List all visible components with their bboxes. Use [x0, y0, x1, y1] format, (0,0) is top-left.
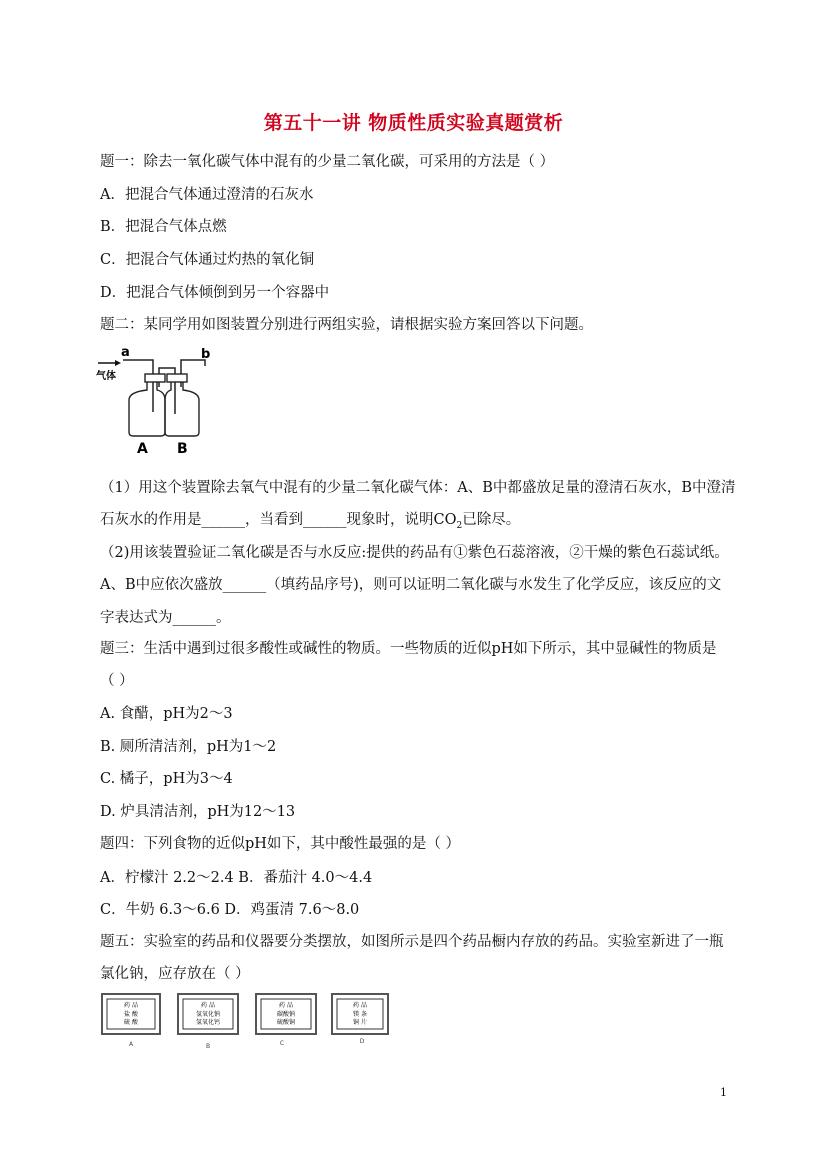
svg-text:碳酸钠: 碳酸钠 [276, 1011, 296, 1018]
bottle-label-b: B [177, 441, 188, 457]
q2-part2-line3: 字表达式为______。 [100, 610, 231, 626]
cabinet-d [332, 994, 388, 1045]
svg-text:药 品: 药 品 [201, 1002, 215, 1009]
svg-text:C: C [279, 1040, 285, 1047]
svg-text:硫 酸: 硫 酸 [124, 1019, 138, 1026]
label-a: a [121, 345, 130, 360]
q2-part1-line1: （1）用这个装置除去氧气中混有的少量二氧化碳气体：A、B中都盛放足量的澄清石灰水，B中澄清 [100, 480, 736, 496]
cabinet-a [102, 994, 160, 1048]
q1-option-c: C．把混合气体通过灼热的氧化铜 [100, 252, 315, 268]
svg-text:氢氧化钙: 氢氧化钙 [195, 1019, 221, 1026]
q3-option-d: D. 炉具清洁剂，pH为12～13 [100, 804, 296, 820]
tube-a [123, 360, 153, 412]
q3-option-c: C. 橘子，pH为3～4 [100, 771, 233, 787]
q3-option-a: A. 食醋，pH为2～3 [100, 706, 233, 722]
gas-washing-bottles-figure [95, 342, 220, 457]
stopper-b [167, 374, 187, 382]
svg-text:铜 片: 铜 片 [353, 1019, 367, 1026]
bottle-b [165, 382, 199, 436]
svg-text:药 品: 药 品 [279, 1002, 293, 1009]
svg-text:硫酸铜: 硫酸铜 [276, 1019, 296, 1026]
chemical-cabinets-figure [100, 992, 400, 1052]
svg-text:D: D [359, 1038, 365, 1045]
page-title: 第五十一讲 物质性质实验真题赏析 [263, 112, 564, 134]
q1-option-d: D．把混合气体倾倒到另一个容器中 [100, 285, 330, 301]
svg-text:B: B [205, 1043, 211, 1050]
label-b: b [201, 347, 211, 362]
q1-stem: 题一：除去一氧化碳气体中混有的少量二氧化碳，可采用的方法是（ ） [100, 154, 555, 170]
q1-option-a: A．把混合气体通过澄清的石灰水 [100, 187, 314, 203]
inlet-arrowhead [115, 360, 121, 366]
q3-stem-line2: （ ） [100, 673, 134, 689]
q2-part2-line1: （2)用该装置验证二氧化碳是否与水反应:提供的药品有①紫色石蕊溶液，②干燥的紫色石蕊试纸。 [100, 545, 729, 561]
q4-stem: 题四：下列食物的近似pH如下，其中酸性最强的是（ ） [100, 836, 461, 852]
q4-options-row1: A．柠檬汁 2.2～2.4 B．番茄汁 4.0～4.4 [100, 870, 373, 886]
q2-part2-line2: A、B中应依次盛放______（填药品序号)，则可以证明二氧化碳与水发生了化学反应，该反应的文 [100, 577, 722, 593]
bottle-label-a: A [137, 441, 148, 457]
page-number: 1 [720, 1086, 727, 1099]
svg-text:氢氧化钠: 氢氧化钠 [195, 1011, 221, 1018]
q4-options-row2: C．牛奶 6.3～6.6 D．鸡蛋清 7.6～8.0 [100, 902, 360, 918]
q2-part1-line2: 石灰水的作用是______，当看到______现象时，说明$CO_2$已除尽。 [100, 512, 521, 531]
q5-stem-line1: 题五：实验室的药品和仪器要分类摆放，如图所示是四个药品橱内存放的药品。实验室新进了一瓶 [100, 934, 724, 950]
q1-option-b: B．把混合气体点燃 [100, 219, 227, 235]
bottle-a [129, 382, 165, 436]
svg-text:药 品: 药 品 [353, 1002, 367, 1009]
cabinet-b [178, 994, 238, 1050]
q5-stem-line2: 氯化钠，应存放在（ ） [100, 966, 250, 982]
cabinet-c [256, 994, 316, 1047]
q3-option-b: B. 厕所清洁剂，pH为1～2 [100, 739, 277, 755]
svg-text:镁 条: 镁 条 [353, 1011, 367, 1018]
inlet-label: 气体 [96, 371, 116, 382]
q3-stem-line1: 题三：生活中遇到过很多酸性或碱性的物质。一些物质的近似pH如下所示，其中显碱性的物质是 [100, 641, 717, 657]
svg-text:盐 酸: 盐 酸 [124, 1011, 138, 1018]
svg-text:药 品: 药 品 [124, 1002, 138, 1009]
stopper-a [145, 374, 165, 382]
q2-stem: 题二：某同学用如图装置分别进行两组实验，请根据实验方案回答以下问题。 [100, 317, 593, 333]
svg-text:A: A [128, 1041, 134, 1048]
